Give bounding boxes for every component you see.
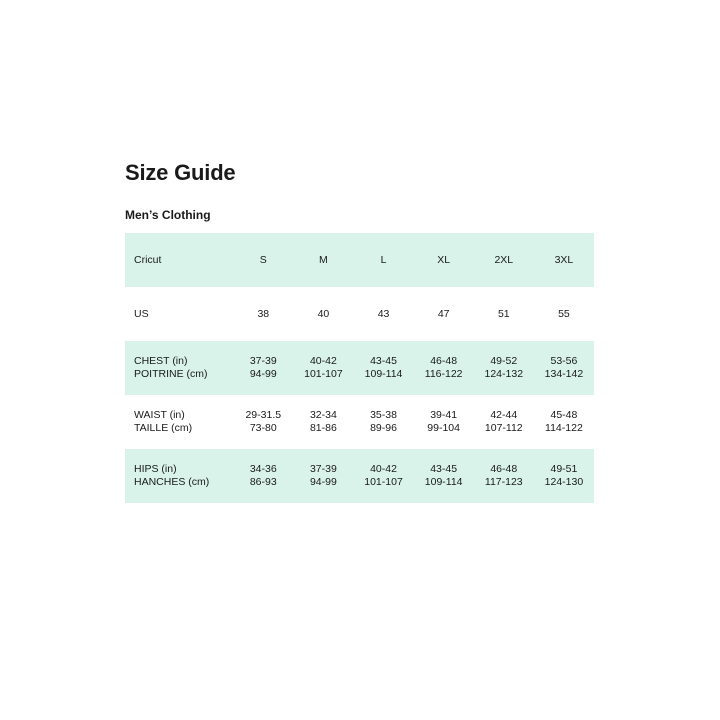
row-label-line: US <box>134 307 149 320</box>
row-label-line: POITRINE (cm) <box>134 368 208 380</box>
cell-line: 107-112 <box>484 422 523 434</box>
table-row-us <box>125 287 594 341</box>
cell-line: 34-36 <box>249 463 277 475</box>
header-size-m: M <box>319 253 328 266</box>
cell-line: 55 <box>558 307 570 320</box>
cell-line: 49-52 <box>490 355 518 367</box>
cell-line: 109-114 <box>424 476 463 488</box>
table-cell <box>474 449 534 503</box>
table-cell <box>233 449 293 503</box>
row-label-line: CHEST (in) <box>134 355 188 367</box>
table-cell <box>414 341 474 395</box>
cell-line: 124-132 <box>484 368 524 380</box>
table-cell <box>293 341 353 395</box>
cell-line: 94-99 <box>309 476 337 488</box>
table-cell <box>233 287 293 341</box>
cell-line: 40-42 <box>309 355 337 367</box>
cell-line: 53-56 <box>550 355 578 367</box>
size-table <box>125 233 594 503</box>
table-cell <box>414 287 474 341</box>
page-title: Size Guide <box>125 160 236 185</box>
header-brand-label: Cricut <box>134 253 162 266</box>
cell-line: 37-39 <box>249 355 277 367</box>
row-label <box>125 395 233 449</box>
cell-line: 114-122 <box>545 422 583 434</box>
cell-line: 29-31.5 <box>245 409 282 421</box>
table-cell <box>293 287 353 341</box>
row-label-line: HIPS (in) <box>134 463 177 475</box>
header-size-3xl: 3XL <box>554 253 574 266</box>
cell-line: 43-45 <box>370 355 397 367</box>
cell-line: 37-39 <box>309 463 337 475</box>
cell-line: 43-45 <box>430 463 458 475</box>
table-cell <box>233 395 293 449</box>
table-cell <box>293 449 353 503</box>
cell-line: 45-48 <box>550 409 578 421</box>
table-row-hips <box>125 449 594 503</box>
cell-line: 134-142 <box>544 368 584 380</box>
cell-line: 99-104 <box>427 422 460 434</box>
cell-line: 47 <box>437 307 450 320</box>
cell-line: 109-114 <box>364 368 403 380</box>
table-cell <box>474 395 534 449</box>
cell-line: 117-123 <box>484 476 523 488</box>
row-label-line: HANCHES (cm) <box>134 476 210 488</box>
table-row-waist <box>125 395 594 449</box>
cell-line: 43 <box>377 307 390 320</box>
row-label-line: TAILLE (cm) <box>134 422 193 434</box>
cell-line: 42-44 <box>490 409 518 421</box>
cell-line: 81-86 <box>309 422 337 434</box>
cell-line: 35-38 <box>370 409 397 421</box>
table-cell <box>353 395 413 449</box>
row-label <box>125 449 233 503</box>
cell-line: 49-51 <box>550 463 578 475</box>
row-label <box>125 287 233 341</box>
table-cell <box>474 287 534 341</box>
table-cell <box>474 341 534 395</box>
cell-line: 51 <box>497 307 510 320</box>
table-cell <box>534 341 594 395</box>
section-subtitle: Men’s Clothing <box>125 208 211 222</box>
table-cell <box>353 287 413 341</box>
cell-line: 40 <box>317 307 330 320</box>
cell-line: 89-96 <box>370 422 397 434</box>
table-cell <box>534 287 594 341</box>
cell-line: 32-34 <box>309 409 337 421</box>
cell-line: 46-48 <box>490 463 518 475</box>
cell-line: 86-93 <box>249 476 277 488</box>
table-cell <box>414 449 474 503</box>
cell-line: 46-48 <box>430 355 458 367</box>
table-cell <box>534 449 594 503</box>
cell-line: 73-80 <box>249 422 277 434</box>
table-cell <box>293 395 353 449</box>
table-cell <box>534 395 594 449</box>
cell-line: 124-130 <box>544 476 584 488</box>
cell-line: 101-107 <box>304 368 343 380</box>
cell-line: 39-41 <box>430 409 458 421</box>
cell-line: 94-99 <box>249 368 277 380</box>
table-cell <box>353 449 413 503</box>
cell-line: 40-42 <box>370 463 397 475</box>
table-cell <box>233 341 293 395</box>
header-size-2xl: 2XL <box>494 253 514 266</box>
cell-line: 116-122 <box>424 368 463 380</box>
header-size-xl: XL <box>437 253 451 266</box>
header-size-s: S <box>259 253 267 266</box>
table-cell <box>414 395 474 449</box>
cell-line: 101-107 <box>364 476 403 488</box>
row-label-line: WAIST (in) <box>134 409 185 421</box>
table-header-row <box>125 233 594 287</box>
cell-line: 38 <box>257 307 270 320</box>
row-label <box>125 341 233 395</box>
table-row-chest <box>125 341 594 395</box>
header-size-l: L <box>380 253 387 266</box>
table-cell <box>353 341 413 395</box>
